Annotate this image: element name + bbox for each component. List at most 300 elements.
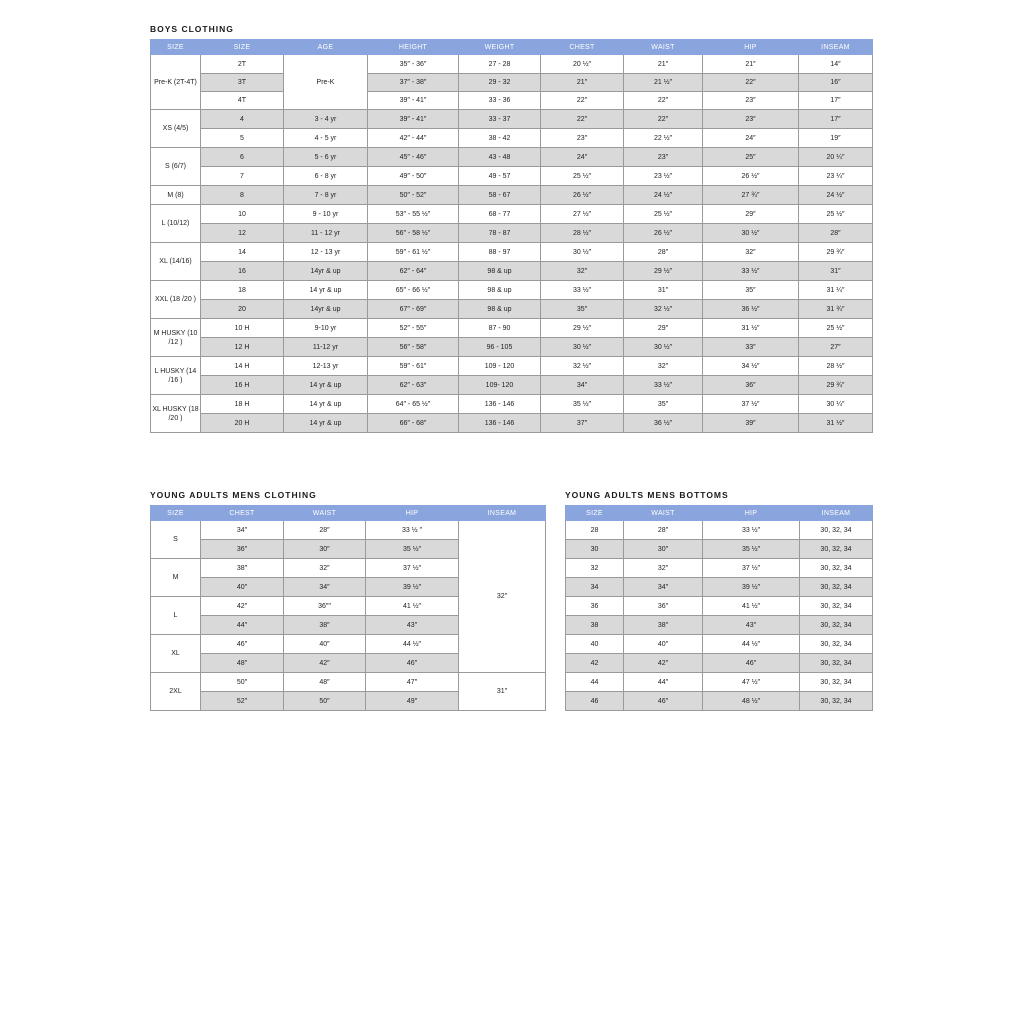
- size-group-label: XL (14/16): [151, 243, 201, 281]
- value-cell: 46″: [201, 635, 284, 654]
- value-cell: 37 ½″: [366, 559, 459, 578]
- value-cell: 52″ - 55″: [368, 319, 459, 338]
- value-cell: 7 - 8 yr: [284, 186, 368, 205]
- table-row: [151, 224, 873, 243]
- size-cell: 12: [201, 224, 284, 243]
- table-row: [151, 74, 873, 92]
- value-cell: 40″: [624, 635, 703, 654]
- value-cell: 36 ½″: [624, 414, 703, 433]
- value-cell: 11 - 12 yr: [284, 224, 368, 243]
- table-row: [151, 110, 873, 129]
- size-cell: 5: [201, 129, 284, 148]
- value-cell: 78 - 87: [459, 224, 541, 243]
- value-cell: 38″: [201, 559, 284, 578]
- value-cell: 32″: [624, 357, 703, 376]
- value-cell: 26 ½″: [703, 167, 799, 186]
- size-cell: 28: [566, 521, 624, 540]
- column-header: SIZE: [566, 506, 624, 521]
- value-cell: 11-12 yr: [284, 338, 368, 357]
- size-group-label: M: [151, 559, 201, 597]
- value-cell: 34″: [201, 521, 284, 540]
- value-cell: 44″: [624, 673, 703, 692]
- column-header: WAIST: [284, 506, 366, 521]
- size-cell: 3T: [201, 74, 284, 92]
- value-cell: 23 ½″: [624, 167, 703, 186]
- value-cell: 36″: [624, 597, 703, 616]
- value-cell: 45″ - 46″: [368, 148, 459, 167]
- value-cell: 30, 32, 34: [800, 559, 873, 578]
- table-row: [566, 521, 873, 540]
- value-cell: 27 - 28: [459, 55, 541, 74]
- value-cell: 47 ½″: [703, 673, 800, 692]
- value-cell: 46″: [624, 692, 703, 711]
- ya-bottoms-table: [565, 505, 873, 711]
- value-cell: 32″: [703, 243, 799, 262]
- value-cell: 39 ½″: [366, 578, 459, 597]
- size-group-label: XL HUSKY (18 /20 ): [151, 395, 201, 433]
- size-group-label: L (10/12): [151, 205, 201, 243]
- header-row: [151, 40, 873, 55]
- value-cell: 47″: [366, 673, 459, 692]
- value-cell: 30 ½″: [541, 243, 624, 262]
- value-cell: 28″: [799, 224, 873, 243]
- value-cell: 14 yr & up: [284, 376, 368, 395]
- value-cell: 35″: [703, 281, 799, 300]
- boys-size-table: [150, 39, 873, 433]
- value-cell: 14 yr & up: [284, 395, 368, 414]
- value-cell: 35 ½″: [541, 395, 624, 414]
- size-cell: 44: [566, 673, 624, 692]
- value-cell: 39″: [703, 414, 799, 433]
- value-cell: 56″ - 58 ½″: [368, 224, 459, 243]
- inseam-cell: 32″: [459, 521, 546, 673]
- size-cell: 20 H: [201, 414, 284, 433]
- value-cell: 23″: [624, 148, 703, 167]
- table-row: [151, 395, 873, 414]
- value-cell: 32 ½″: [624, 300, 703, 319]
- value-cell: 23 ¼″: [799, 167, 873, 186]
- value-cell: 36″″: [284, 597, 366, 616]
- value-cell: 26 ½″: [541, 186, 624, 205]
- table-row: [151, 148, 873, 167]
- value-cell: 12 - 13 yr: [284, 243, 368, 262]
- ya-bottoms-title: YOUNG ADULTS MENS BOTTOMS: [565, 490, 729, 500]
- value-cell: 96 - 105: [459, 338, 541, 357]
- value-cell: 30, 32, 34: [800, 521, 873, 540]
- value-cell: 52″: [201, 692, 284, 711]
- value-cell: 27″: [799, 338, 873, 357]
- size-group-label: XL: [151, 635, 201, 673]
- value-cell: 48 ½″: [703, 692, 800, 711]
- boys-clothing-title: BOYS CLOTHING: [150, 24, 234, 34]
- value-cell: 50″: [201, 673, 284, 692]
- value-cell: 43 - 48: [459, 148, 541, 167]
- value-cell: 31 ½″: [703, 319, 799, 338]
- size-cell: 32: [566, 559, 624, 578]
- table-row: [151, 167, 873, 186]
- value-cell: 32″: [624, 559, 703, 578]
- value-cell: 56″ - 58″: [368, 338, 459, 357]
- value-cell: 33″: [703, 338, 799, 357]
- value-cell: 33 ½″: [541, 281, 624, 300]
- column-header: INSEAM: [459, 506, 546, 521]
- column-header: HIP: [703, 506, 800, 521]
- size-group-label: XXL (18 /20 ): [151, 281, 201, 319]
- value-cell: 25 ½″: [799, 319, 873, 338]
- value-cell: 30 ½″: [624, 338, 703, 357]
- value-cell: 12-13 yr: [284, 357, 368, 376]
- value-cell: 41 ½″: [703, 597, 800, 616]
- header-row: [151, 506, 546, 521]
- value-cell: 30, 32, 34: [800, 654, 873, 673]
- inseam-cell: 31″: [459, 673, 546, 711]
- table-row: [151, 205, 873, 224]
- value-cell: 50″ - 52″: [368, 186, 459, 205]
- value-cell: 33 - 36: [459, 92, 541, 110]
- value-cell: 14 yr & up: [284, 414, 368, 433]
- value-cell: 30, 32, 34: [800, 616, 873, 635]
- header-row: [566, 506, 873, 521]
- value-cell: 22″: [624, 110, 703, 129]
- value-cell: 14 yr & up: [284, 281, 368, 300]
- value-cell: 30, 32, 34: [800, 673, 873, 692]
- table-row: [151, 673, 546, 692]
- value-cell: 38″: [284, 616, 366, 635]
- table-row: [566, 540, 873, 559]
- table-row: [566, 559, 873, 578]
- size-cell: 16: [201, 262, 284, 281]
- value-cell: 28 ½″: [541, 224, 624, 243]
- value-cell: 22 ½″: [624, 129, 703, 148]
- value-cell: 31″: [799, 262, 873, 281]
- value-cell: 37″: [541, 414, 624, 433]
- value-cell: 14yr & up: [284, 262, 368, 281]
- size-cell: 36: [566, 597, 624, 616]
- value-cell: 36″: [703, 376, 799, 395]
- column-header: AGE: [284, 40, 368, 55]
- value-cell: 39 ½″: [703, 578, 800, 597]
- value-cell: 31″: [624, 281, 703, 300]
- value-cell: 35 ½″: [366, 540, 459, 559]
- value-cell: 23″: [703, 110, 799, 129]
- value-cell: 40″: [284, 635, 366, 654]
- value-cell: 41 ½″: [366, 597, 459, 616]
- value-cell: 53″ - 55 ½″: [368, 205, 459, 224]
- value-cell: 5 - 6 yr: [284, 148, 368, 167]
- size-cell: 8: [201, 186, 284, 205]
- column-header: SIZE: [151, 40, 201, 55]
- value-cell: 59″ - 61″: [368, 357, 459, 376]
- size-cell: 10 H: [201, 319, 284, 338]
- value-cell: 30 ¼″: [799, 395, 873, 414]
- value-cell: 49″ - 50″: [368, 167, 459, 186]
- table-row: [566, 578, 873, 597]
- size-cell: 20: [201, 300, 284, 319]
- value-cell: 29 ½″: [541, 319, 624, 338]
- size-cell: 30: [566, 540, 624, 559]
- table-row: [151, 55, 873, 74]
- value-cell: 28″: [624, 521, 703, 540]
- size-cell: 4: [201, 110, 284, 129]
- value-cell: 43″: [366, 616, 459, 635]
- value-cell: 32 ½″: [541, 357, 624, 376]
- value-cell: 62″ - 63″: [368, 376, 459, 395]
- table-row: [151, 319, 873, 338]
- value-cell: 29″: [703, 205, 799, 224]
- size-cell: 12 H: [201, 338, 284, 357]
- value-cell: 25 ½″: [799, 205, 873, 224]
- value-cell: 50″: [284, 692, 366, 711]
- value-cell: 42″: [201, 597, 284, 616]
- size-group-label: Pre-K (2T-4T): [151, 55, 201, 110]
- value-cell: 35″: [624, 395, 703, 414]
- value-cell: 14″: [799, 55, 873, 74]
- value-cell: 6 - 8 yr: [284, 167, 368, 186]
- column-header: HEIGHT: [368, 40, 459, 55]
- size-cell: 34: [566, 578, 624, 597]
- value-cell: 37″ - 38″: [368, 74, 459, 92]
- value-cell: 30 ½″: [541, 338, 624, 357]
- value-cell: 24 ½″: [799, 186, 873, 205]
- value-cell: 37 ½″: [703, 395, 799, 414]
- value-cell: 48″: [284, 673, 366, 692]
- value-cell: 68 - 77: [459, 205, 541, 224]
- size-cell: 18 H: [201, 395, 284, 414]
- value-cell: 29 ¾″: [799, 243, 873, 262]
- value-cell: 33 ½″: [703, 262, 799, 281]
- table-row: [566, 692, 873, 711]
- table-row: [151, 243, 873, 262]
- value-cell: 66″ - 68″: [368, 414, 459, 433]
- column-header: WAIST: [624, 40, 703, 55]
- size-cell: 14: [201, 243, 284, 262]
- value-cell: 29 ¾″: [799, 376, 873, 395]
- value-cell: 25 ½″: [541, 167, 624, 186]
- value-cell: 9 - 10 yr: [284, 205, 368, 224]
- table-row: [566, 654, 873, 673]
- table-row: [151, 262, 873, 281]
- table-row: [151, 376, 873, 395]
- value-cell: 34 ½″: [703, 357, 799, 376]
- value-cell: 35″ - 36″: [368, 55, 459, 74]
- value-cell: 49″: [366, 692, 459, 711]
- age-cell: Pre-K: [284, 55, 368, 110]
- value-cell: 22″: [703, 74, 799, 92]
- value-cell: 23″: [541, 129, 624, 148]
- size-cell: 16 H: [201, 376, 284, 395]
- value-cell: 32″: [284, 559, 366, 578]
- column-header: SIZE: [151, 506, 201, 521]
- value-cell: 27 ¾″: [703, 186, 799, 205]
- table-row: [151, 186, 873, 205]
- value-cell: 98 & up: [459, 262, 541, 281]
- value-cell: 98 & up: [459, 281, 541, 300]
- value-cell: 25″: [703, 148, 799, 167]
- value-cell: 42″: [624, 654, 703, 673]
- value-cell: 28 ½″: [799, 357, 873, 376]
- value-cell: 40″: [201, 578, 284, 597]
- size-group-label: M (8): [151, 186, 201, 205]
- value-cell: 30″: [624, 540, 703, 559]
- value-cell: 31 ¼″: [799, 281, 873, 300]
- size-cell: 7: [201, 167, 284, 186]
- value-cell: 29 ½″: [624, 262, 703, 281]
- value-cell: 20 ¼″: [799, 148, 873, 167]
- value-cell: 64″ - 65 ½″: [368, 395, 459, 414]
- value-cell: 29″: [624, 319, 703, 338]
- value-cell: 30″: [284, 540, 366, 559]
- value-cell: 49 - 57: [459, 167, 541, 186]
- value-cell: 30, 32, 34: [800, 540, 873, 559]
- column-header: CHEST: [541, 40, 624, 55]
- value-cell: 31 ½″: [799, 414, 873, 433]
- column-header: CHEST: [201, 506, 284, 521]
- size-cell: 42: [566, 654, 624, 673]
- table-row: [566, 616, 873, 635]
- value-cell: 36 ½″: [703, 300, 799, 319]
- column-header: INSEAM: [799, 40, 873, 55]
- table-row: [151, 281, 873, 300]
- value-cell: 30, 32, 34: [800, 692, 873, 711]
- value-cell: 29 - 32: [459, 74, 541, 92]
- value-cell: 39″ - 41″: [368, 110, 459, 129]
- value-cell: 27 ½″: [541, 205, 624, 224]
- column-header: HIP: [703, 40, 799, 55]
- table-row: [151, 338, 873, 357]
- value-cell: 3 - 4 yr: [284, 110, 368, 129]
- value-cell: 19″: [799, 129, 873, 148]
- value-cell: 24 ½″: [624, 186, 703, 205]
- size-group-label: S (6/7): [151, 148, 201, 186]
- size-cell: 4T: [201, 92, 284, 110]
- value-cell: 62″ - 64″: [368, 262, 459, 281]
- value-cell: 22″: [624, 92, 703, 110]
- value-cell: 30, 32, 34: [800, 635, 873, 654]
- value-cell: 44 ½″: [703, 635, 800, 654]
- value-cell: 37 ½″: [703, 559, 800, 578]
- size-cell: 14 H: [201, 357, 284, 376]
- value-cell: 34″: [541, 376, 624, 395]
- value-cell: 44″: [201, 616, 284, 635]
- value-cell: 31 ¾″: [799, 300, 873, 319]
- table-row: [566, 635, 873, 654]
- size-cell: 46: [566, 692, 624, 711]
- size-cell: 10: [201, 205, 284, 224]
- value-cell: 23″: [703, 92, 799, 110]
- table-row: [151, 414, 873, 433]
- value-cell: 67″ - 69″: [368, 300, 459, 319]
- value-cell: 24″: [703, 129, 799, 148]
- value-cell: 21″: [541, 74, 624, 92]
- value-cell: 39″ - 41″: [368, 92, 459, 110]
- value-cell: 30, 32, 34: [800, 597, 873, 616]
- table-row: [151, 129, 873, 148]
- value-cell: 65″ - 66 ½″: [368, 281, 459, 300]
- value-cell: 44 ½″: [366, 635, 459, 654]
- column-header: WAIST: [624, 506, 703, 521]
- value-cell: 33 ½ ″: [366, 521, 459, 540]
- value-cell: 136 - 146: [459, 414, 541, 433]
- column-header: INSEAM: [800, 506, 873, 521]
- size-group-label: XS (4/5): [151, 110, 201, 148]
- value-cell: 36″: [201, 540, 284, 559]
- value-cell: 35″: [541, 300, 624, 319]
- value-cell: 9-10 yr: [284, 319, 368, 338]
- value-cell: 34″: [624, 578, 703, 597]
- size-cell: 6: [201, 148, 284, 167]
- value-cell: 42″ - 44″: [368, 129, 459, 148]
- column-header: WEIGHT: [459, 40, 541, 55]
- value-cell: 58 - 67: [459, 186, 541, 205]
- value-cell: 87 - 90: [459, 319, 541, 338]
- value-cell: 28″: [284, 521, 366, 540]
- value-cell: 21 ½″: [624, 74, 703, 92]
- value-cell: 109- 120: [459, 376, 541, 395]
- table-row: [151, 300, 873, 319]
- value-cell: 26 ½″: [624, 224, 703, 243]
- value-cell: 46″: [366, 654, 459, 673]
- value-cell: 21″: [703, 55, 799, 74]
- size-group-label: L HUSKY (14 /16 ): [151, 357, 201, 395]
- size-cell: 2T: [201, 55, 284, 74]
- value-cell: 42″: [284, 654, 366, 673]
- ya-clothing-table: [150, 505, 546, 711]
- ya-clothing-title: YOUNG ADULTS MENS CLOTHING: [150, 490, 317, 500]
- table-row: [151, 521, 546, 540]
- table-row: [151, 357, 873, 376]
- value-cell: 14yr & up: [284, 300, 368, 319]
- table-row: [566, 597, 873, 616]
- value-cell: 38 - 42: [459, 129, 541, 148]
- value-cell: 21″: [624, 55, 703, 74]
- value-cell: 17″: [799, 110, 873, 129]
- value-cell: 20 ½″: [541, 55, 624, 74]
- value-cell: 43″: [703, 616, 800, 635]
- value-cell: 4 - 5 yr: [284, 129, 368, 148]
- value-cell: 32″: [541, 262, 624, 281]
- value-cell: 88 - 97: [459, 243, 541, 262]
- size-group-label: 2XL: [151, 673, 201, 711]
- value-cell: 28″: [624, 243, 703, 262]
- value-cell: 109 - 120: [459, 357, 541, 376]
- value-cell: 33 - 37: [459, 110, 541, 129]
- value-cell: 48″: [201, 654, 284, 673]
- value-cell: 25 ½″: [624, 205, 703, 224]
- size-group-label: S: [151, 521, 201, 559]
- value-cell: 46″: [703, 654, 800, 673]
- table-row: [566, 673, 873, 692]
- value-cell: 22″: [541, 110, 624, 129]
- table-row: [151, 92, 873, 110]
- value-cell: 33 ½″: [703, 521, 800, 540]
- value-cell: 16″: [799, 74, 873, 92]
- size-group-label: L: [151, 597, 201, 635]
- value-cell: 59″ - 61 ½″: [368, 243, 459, 262]
- size-cell: 18: [201, 281, 284, 300]
- size-cell: 38: [566, 616, 624, 635]
- size-group-label: M HUSKY (10 /12 ): [151, 319, 201, 357]
- value-cell: 33 ½″: [624, 376, 703, 395]
- column-header: HIP: [366, 506, 459, 521]
- value-cell: 22″: [541, 92, 624, 110]
- column-header: SIZE: [201, 40, 284, 55]
- value-cell: 98 & up: [459, 300, 541, 319]
- value-cell: 38″: [624, 616, 703, 635]
- value-cell: 30 ½″: [703, 224, 799, 243]
- value-cell: 136 - 146: [459, 395, 541, 414]
- value-cell: 30, 32, 34: [800, 578, 873, 597]
- size-cell: 40: [566, 635, 624, 654]
